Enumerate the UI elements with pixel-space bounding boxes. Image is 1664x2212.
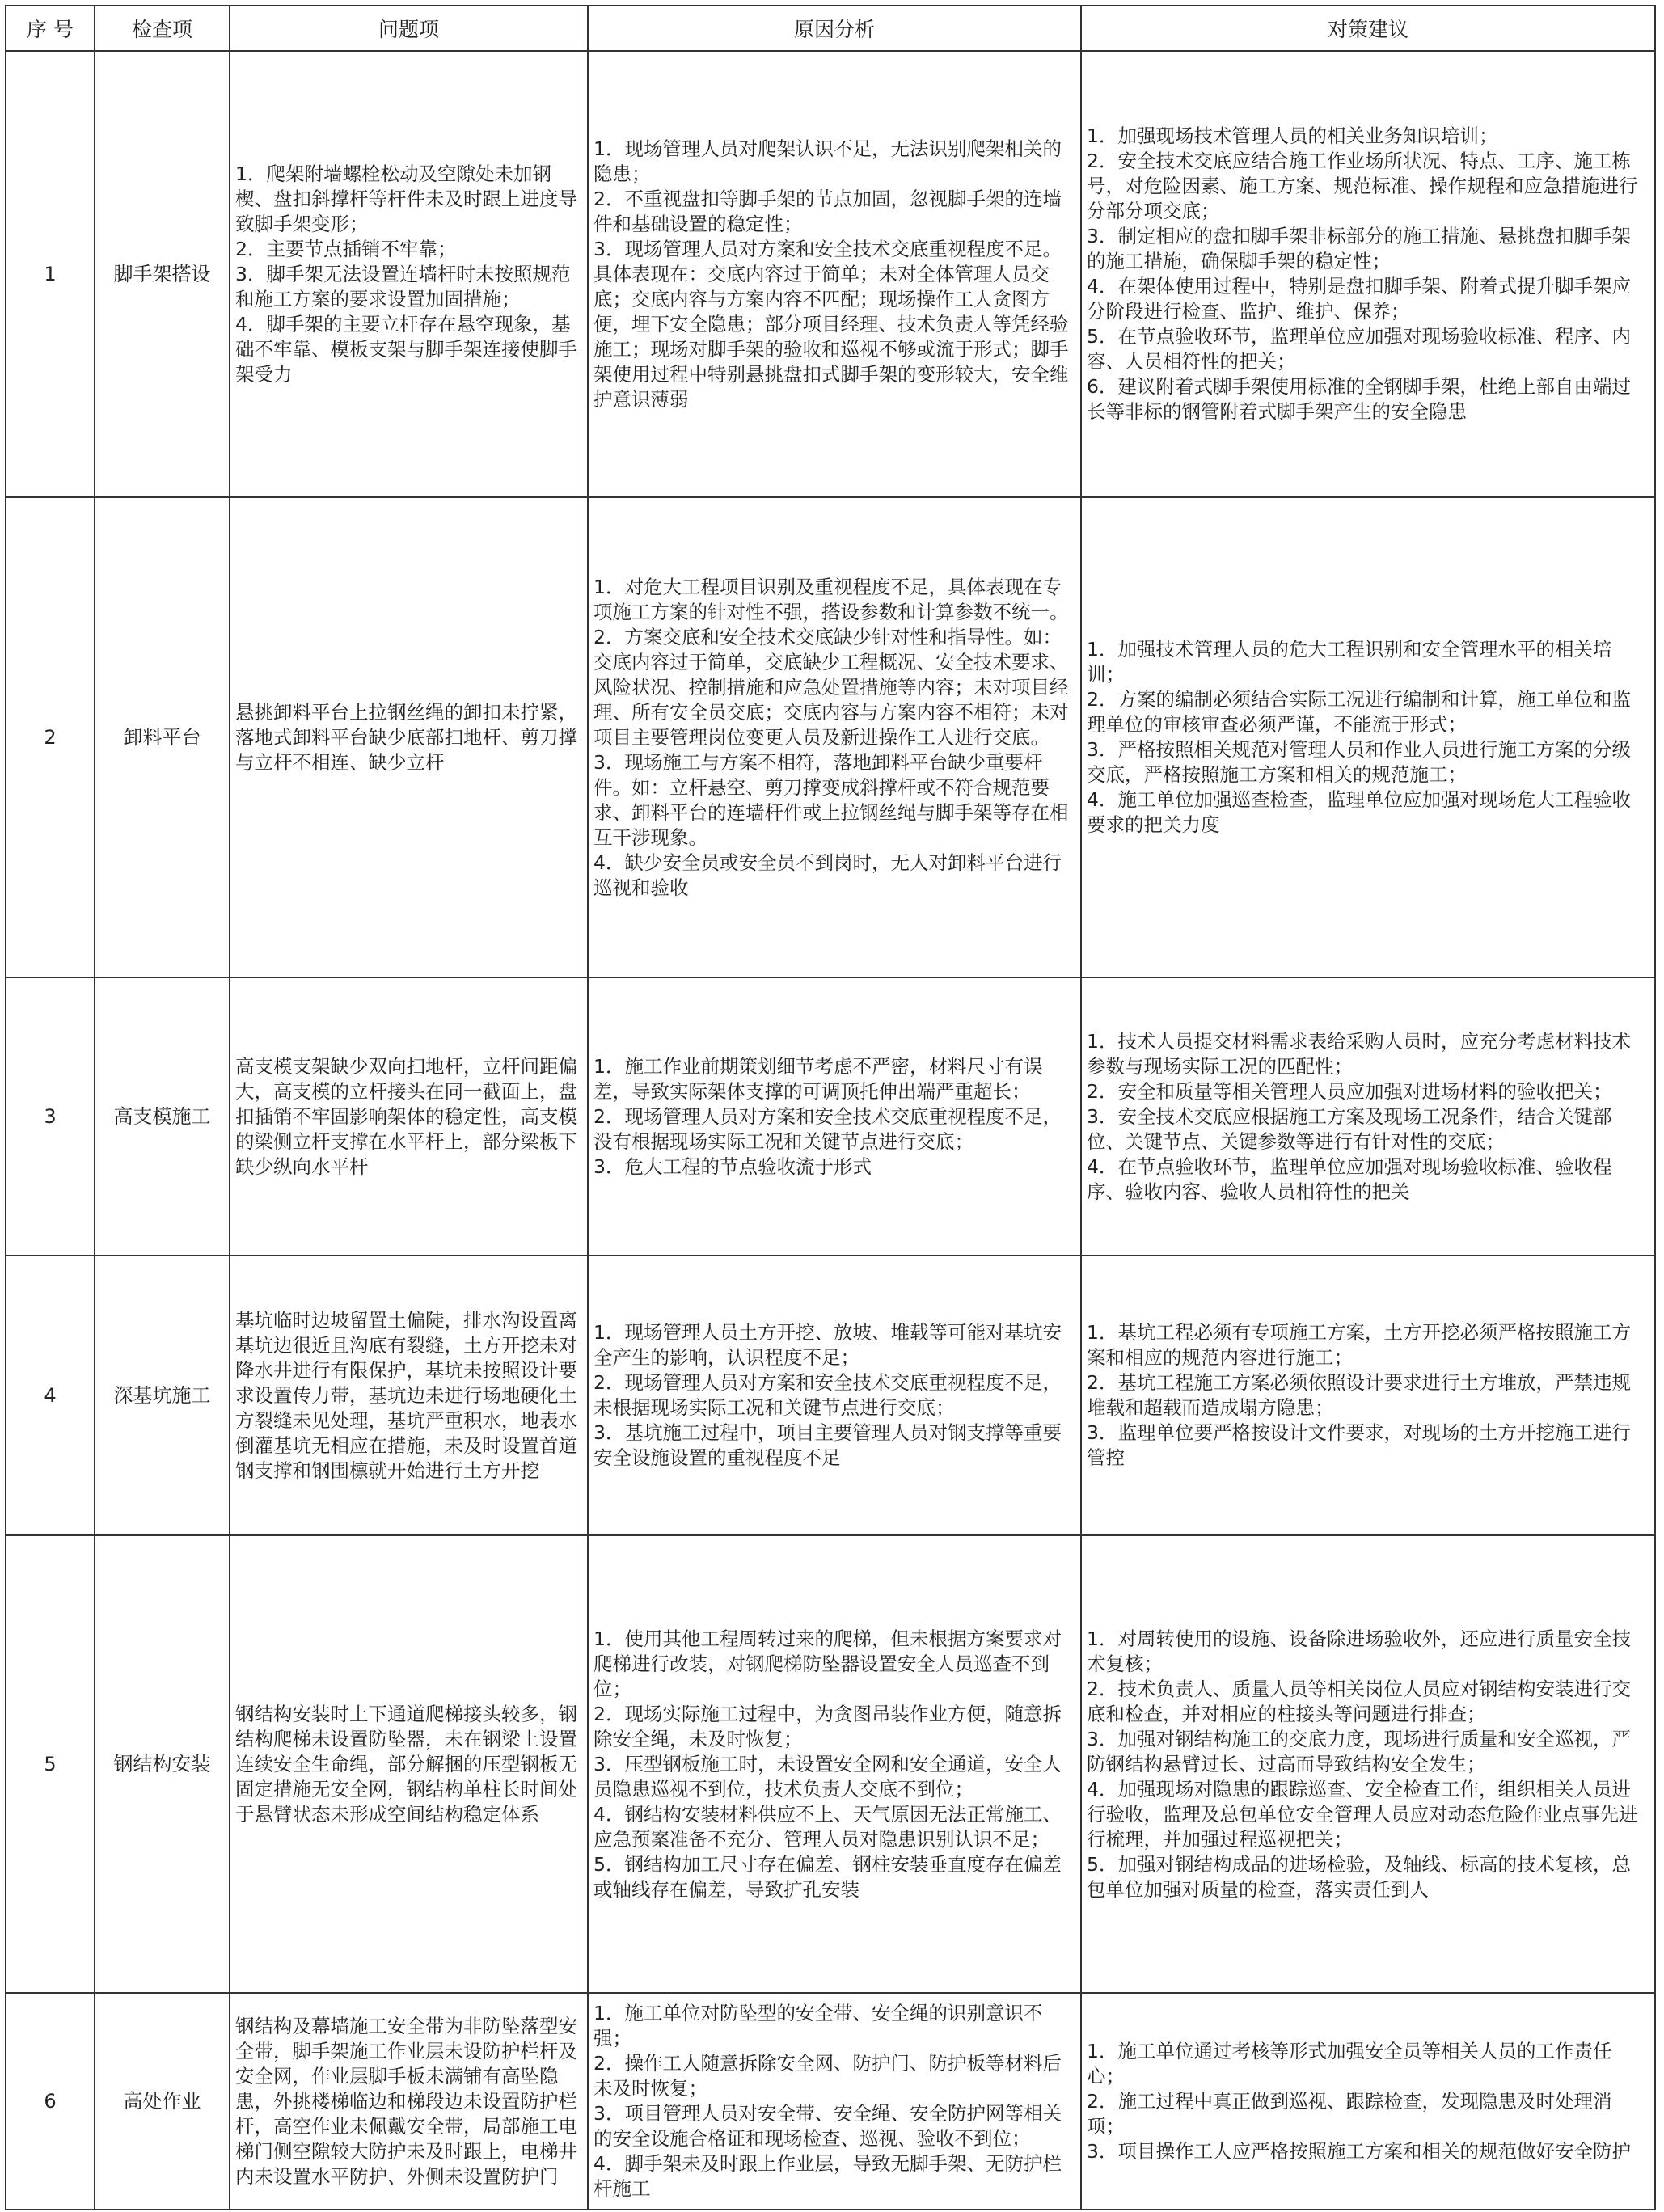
measure-cell: [1081, 497, 1655, 977]
list-item: 3．项目管理人员对安全带、安全绳、安全防护网等相关的安全设施合格证和现场检查、巡视、验收不到位；: [593, 2102, 1062, 2150]
list-item: 3．安全技术交底应根据施工方案及现场工况条件，结合关键部位、关键节点、关键参数等进行有针对性的交底；: [1087, 1104, 1612, 1153]
cause-cell: [588, 1993, 1081, 2210]
problem-cell: 高支模支架缺少双向扫地杆，立杆间距偏大，高支模的立杆接头在同一截面上，盘扣插销不牢固影响架体的稳定性，高支模的梁侧立杆支撑在水平杆上，部分梁板下缺少纵向水平杆: [230, 977, 588, 1256]
header-row: [6, 6, 1655, 51]
list-item: 2．技术负责人、质量人员等相关岗位人员应对钢结构安装进行交底和检查，并对相应的柱接头等问题进行排查；: [1087, 1677, 1631, 1725]
list-item: 2．现场管理人员对方案和安全技术交底重视程度不足，未根据现场实际工况和关键节点进行交底；: [593, 1371, 1062, 1419]
measure-cell: [1081, 977, 1655, 1256]
table-row: [6, 1256, 1655, 1535]
list-item: 3．现场管理人员对方案和安全技术交底重视程度不足。具体表现在：交底内容过于简单；未对全体管理人员交底；交底内容与方案内容不匹配；现场操作工人贪图方便，埋下安全隐患；部分项目经理、技术负责人等凭经验施工；现场对脚手架的验收和巡视不够或流于形式；脚手架使用过程中特别悬挑盘扣式脚手架的变形较大，安全维护意识薄弱: [593, 237, 1069, 411]
list-item: 1．对周转使用的设施、设备除进场验收外，还应进行质量安全技术复核；: [1087, 1627, 1631, 1675]
list-item: 5．钢结构加工尺寸存在偏差、钢柱安装垂直度存在偏差或轴线存在偏差，导致扩孔安装: [593, 1852, 1062, 1901]
table-row: [6, 1993, 1655, 2210]
row-number: 3: [6, 977, 95, 1256]
check-item: 卸料平台: [95, 497, 230, 977]
list-item: 3．严格按照相关规范对管理人员和作业人员进行施工方案的分级交底，严格按照施工方案和相关的规范施工；: [1087, 738, 1631, 786]
check-item: 深基坑施工: [95, 1256, 230, 1535]
list-item: 4．加强现场对隐患的跟踪巡查、安全检查工作，组织相关人员进行验收，监理及总包单位安全管理人员应对动态危险作业点事先进行梳理，并加强过程巡视把关；: [1087, 1777, 1638, 1851]
list-item: 5．在节点验收环节，监理单位应加强对现场验收标准、程序、内容、人员相符性的把关；: [1087, 325, 1631, 373]
list-item: 2．操作工人随意拆除安全网、防护门、防护板等材料后未及时恢复；: [593, 2052, 1062, 2100]
cause-cell: [588, 977, 1081, 1256]
list-item: 1．施工单位对防坠型的安全带、安全绳的识别意识不强；: [593, 2002, 1043, 2049]
list-item: 1．加强现场技术管理人员的相关业务知识培训；: [1087, 125, 1498, 147]
problem-cell: 基坑临时边坡留置土偏陡，排水沟设置离基坑边很近且沟底有裂缝，土方开挖未对降水井进行有限保护，基坑未按照设计要求设置传力带，基坑边未进行场地硬化土方裂缝未见处理，基坑严重积水，地表水倒灌基坑无相应在措施，未及时设置首道钢支撑和钢围檩就开始进行土方开挖: [230, 1256, 588, 1535]
measure-cell: [1081, 1256, 1655, 1535]
problem-cell: [230, 51, 588, 497]
cause-cell: [588, 1256, 1081, 1535]
problem-cell: 钢结构及幕墙施工安全带为非防坠落型安全带，脚手架施工作业层未设防护栏杆及安全网，作业层脚手板未满铺有高坠隐患，外挑楼梯临边和梯段边未设置防护栏杆，高空作业未佩戴安全带，局部施工电梯门侧空隙较大防护未及时跟上，电梯井内未设置水平防护、外侧未设置防护门: [230, 1993, 588, 2210]
list-item: 4．在节点验收环节，监理单位应加强对现场验收标准、验收程序、验收内容、验收人员相符性的把关: [1087, 1155, 1612, 1203]
list-item: 3．加强对钢结构施工的交底力度，现场进行质量和安全巡视，严防钢结构悬臂过长、过高而导致结构安全发生；: [1087, 1727, 1631, 1775]
problem-cell: 钢结构安装时上下通道爬梯接头较多，钢结构爬梯未设置防坠器，未在钢梁上设置连续安全生命绳，部分解捆的压型钢板无固定措施无安全网，钢结构单柱长时间处于悬臂状态未形成空间结构稳定体系: [230, 1535, 588, 1993]
list-item: 4．施工单位加强巡查检查，监理单位应加强对现场危大工程验收要求的把关力度: [1087, 788, 1631, 836]
list-item: 4．缺少安全员或安全员不到岗时，无人对卸料平台进行巡视和验收: [593, 851, 1062, 899]
list-item: 4．脚手架未及时跟上作业层，导致无脚手架、无防护栏杆施工: [593, 2152, 1062, 2200]
header-num: 序 号: [6, 6, 95, 51]
row-number: 1: [6, 51, 95, 497]
list-item: 2．安全技术交底应结合施工作业场所状况、特点、工序、施工栋号，对危险因素、施工方案、规范标准、操作规程和应急措施进行分部分项交底；: [1087, 150, 1638, 222]
header-cause: 原因分析: [588, 6, 1081, 51]
table-row: [6, 977, 1655, 1256]
list-item: 1．对危大工程项目识别及重视程度不足，具体表现在专项施工方案的针对性不强，搭设参数和计算参数不统一。: [593, 575, 1069, 623]
list-item: 4．钢结构安装材料供应不上、天气原因无法正常施工、应急预案准备不充分、管理人员对隐患识别认识不足；: [593, 1802, 1062, 1851]
row-number: 2: [6, 497, 95, 977]
cause-cell: [588, 1535, 1081, 1993]
list-item: 1．加强技术管理人员的危大工程识别和安全管理水平的相关培训；: [1087, 638, 1612, 686]
list-item: 2．主要节点插销不牢靠；: [235, 237, 457, 260]
list-item: 5．加强对钢结构成品的进场检验，及轴线、标高的技术复核，总包单位加强对质量的检查，落实责任到人: [1087, 1852, 1631, 1901]
cause-cell: [588, 497, 1081, 977]
list-item: 2．方案的编制必须结合实际工况进行编制和计算，施工单位和监理单位的审核审查必须严谨，不能流于形式；: [1087, 688, 1631, 736]
list-item: 1．现场管理人员对爬架认识不足，无法识别爬架相关的隐患；: [593, 137, 1062, 185]
list-item: 1．现场管理人员土方开挖、放坡、堆载等可能对基坑安全产生的影响，认识程度不足；: [593, 1321, 1062, 1369]
list-item: 2．现场管理人员对方案和安全技术交底重视程度不足，没有根据现场实际工况和关键节点进行交底；: [593, 1104, 1062, 1153]
measure-cell: [1081, 1993, 1655, 2210]
header-problem: 问题项: [230, 6, 588, 51]
row-number: 4: [6, 1256, 95, 1535]
list-item: 1．技术人员提交材料需求表给采购人员时，应充分考虑材料技术参数与现场实际工况的匹配性；: [1087, 1029, 1631, 1078]
list-item: 1．施工作业前期策划细节考虑不严密，材料尺寸有误差，导致实际架体支撑的可调顶托伸出端严重超长；: [593, 1054, 1043, 1103]
list-item: 3．项目操作工人应严格按照施工方案和相关的规范做好安全防护: [1087, 2139, 1631, 2163]
list-item: 1．施工单位通过考核等形式加强安全员等相关人员的工作责任心；: [1087, 2039, 1612, 2087]
measure-cell: [1081, 51, 1655, 497]
list-item: 3．危大工程的节点验收流于形式: [593, 1155, 872, 1178]
header-item: 检查项: [95, 6, 230, 51]
list-item: 2．不重视盘扣等脚手架的节点加固，忽视脚手架的连墙件和基础设置的稳定性；: [593, 187, 1062, 235]
cause-cell: [588, 51, 1081, 497]
table-row: [6, 51, 1655, 497]
list-item: 1．爬架附墙螺栓松动及空隙处未加钢楔、盘扣斜撑杆等杆件未及时跟上进度导致脚手架变形；: [235, 162, 577, 235]
list-item: 2．基坑工程施工方案必须依照设计要求进行土方堆放，严禁违规堆载和超载而造成塌方隐患；: [1087, 1371, 1631, 1419]
list-item: 3．压型钢板施工时，未设置安全网和安全通道，安全人员隐患巡视不到位，技术负责人交底不到位；: [593, 1752, 1062, 1800]
table-row: [6, 1535, 1655, 1993]
list-item: 3．制定相应的盘扣脚手架非标部分的施工措施、悬挑盘扣脚手架的施工措施，确保脚手架的稳定性；: [1087, 225, 1631, 272]
check-item: 高支模施工: [95, 977, 230, 1256]
table-row: [6, 497, 1655, 977]
problem-cell: 悬挑卸料平台上拉钢丝绳的卸扣未拧紧，落地式卸料平台缺少底部扫地杆、剪刀撑与立杆不相连、缺少立杆: [230, 497, 588, 977]
list-item: 2．安全和质量等相关管理人员应加强对进场材料的验收把关；: [1087, 1079, 1612, 1103]
row-number: 6: [6, 1993, 95, 2210]
list-item: 6．建议附着式脚手架使用标准的全钢脚手架，杜绝上部自由端过长等非标的钢管附着式脚手架产生的安全隐患: [1087, 375, 1631, 423]
check-item: 钢结构安装: [95, 1535, 230, 1993]
list-item: 4．脚手架的主要立杆存在悬空现象，基础不牢靠、模板支架与脚手架连接使脚手架受力: [235, 312, 577, 386]
check-item: 高处作业: [95, 1993, 230, 2210]
row-number: 5: [6, 1535, 95, 1993]
list-item: 3．基坑施工过程中，项目主要管理人员对钢支撑等重要安全设施设置的重视程度不足: [593, 1421, 1062, 1469]
list-item: 2．方案交底和安全技术交底缺少针对性和指导性。如：交底内容过于简单，交底缺少工程概况、安全技术要求、风险状况、控制措施和应急处置措施等内容；未对项目经理、所有安全员交底；交底内容与方案内容不相符；未对项目主要管理岗位变更人员及新进操作工人进行交底。: [593, 625, 1069, 749]
list-item: 1．基坑工程必须有专项施工方案，土方开挖必须严格按照施工方案和相应的规范内容进行施工；: [1087, 1321, 1631, 1369]
header-measure: 对策建议: [1081, 6, 1655, 51]
measure-cell: [1081, 1535, 1655, 1993]
table-wrapper: [5, 5, 1656, 2210]
inspection-table: [5, 5, 1656, 2210]
list-item: 2．现场实际施工过程中，为贪图吊装作业方便，随意拆除安全绳，未及时恢复；: [593, 1702, 1062, 1750]
list-item: 2．施工过程中真正做到巡视、跟踪检查，发现隐患及时处理消项；: [1087, 2089, 1612, 2138]
check-item: 脚手架搭设: [95, 51, 230, 497]
list-item: 3．现场施工与方案不相符，落地卸料平台缺少重要杆件。如：立杆悬空、剪刀撑变成斜撑杆或不符合规范要求、卸料平台的连墙杆件或上拉钢丝绳与脚手架等存在相互干涉现象。: [593, 750, 1069, 849]
list-item: 3．监理单位要严格按设计文件要求，对现场的土方开挖施工进行管控: [1087, 1421, 1631, 1469]
list-item: 3．脚手架无法设置连墙杆时未按照规范和施工方案的要求设置加固措施；: [235, 262, 571, 310]
list-item: 1．使用其他工程周转过来的爬梯，但未根据方案要求对爬梯进行改装，对钢爬梯防坠器设置安全人员巡查不到位；: [593, 1627, 1062, 1700]
list-item: 4．在架体使用过程中，特别是盘扣脚手架、附着式提升脚手架应分阶段进行检查、监护、维护、保养；: [1087, 275, 1631, 323]
